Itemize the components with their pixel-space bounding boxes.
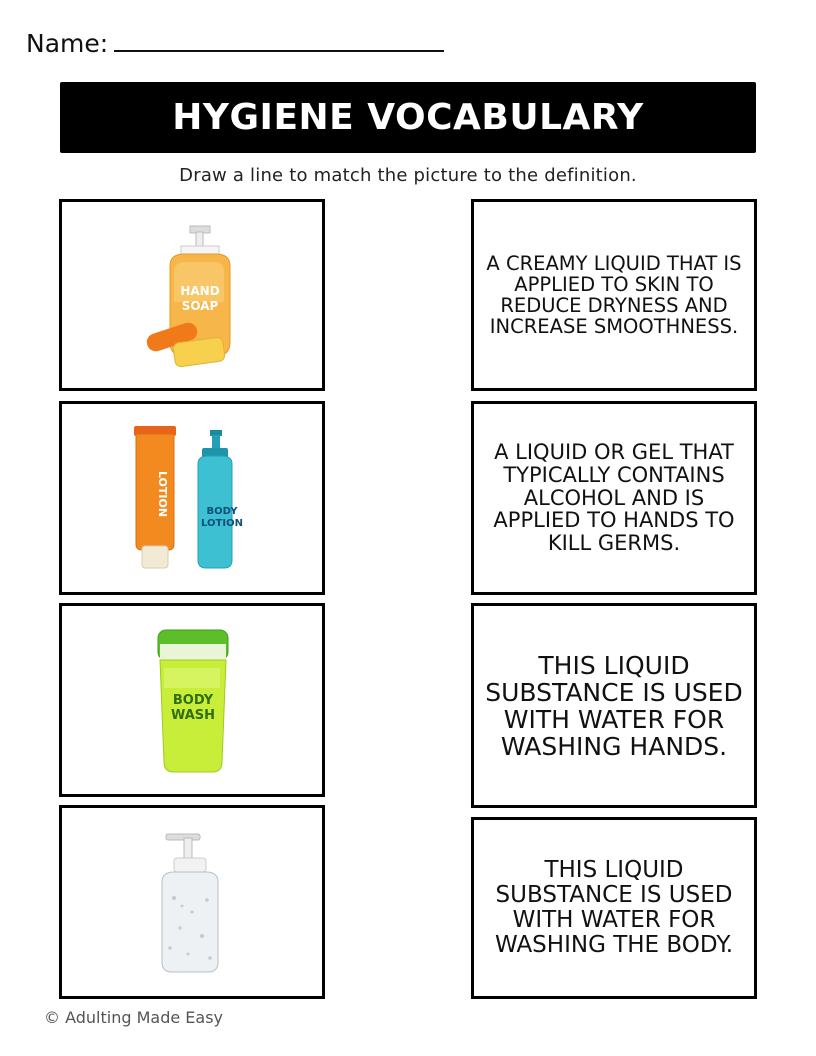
body-wash-label-line2: WASH [170, 708, 216, 723]
definition-text-3: THIS LIQUID SUBSTANCE IS USED WITH WATER FOR WASHING HANDS. [485, 650, 743, 761]
definition-card-2[interactable] [471, 401, 757, 595]
body-lotion-label-line1: BODY [206, 506, 238, 517]
name-blank-line[interactable] [114, 28, 444, 52]
definition-text-1: A CREAMY LIQUID THAT IS APPLIED TO SKIN TO REDUCE DRYNESS AND INCREASE SMOOTHNESS. [486, 251, 742, 339]
definition-card-4[interactable] [471, 817, 757, 999]
hand-soap-label-line1: HAND [180, 284, 220, 298]
name-label: Name: [26, 29, 109, 58]
body-wash-label-line1: BODY [172, 693, 214, 708]
picture-card-body-wash[interactable] [59, 603, 325, 797]
instructions: Draw a line to match the picture to the definition. [179, 165, 637, 186]
picture-card-lotion[interactable] [59, 401, 325, 595]
title-banner [60, 82, 756, 153]
picture-card-hand-sanitizer[interactable] [59, 805, 325, 999]
definition-card-1[interactable] [471, 199, 757, 391]
copyright-footer: © Adulting Made Easy [44, 1008, 224, 1027]
picture-card-hand-soap[interactable] [59, 199, 325, 391]
hand-soap-image [62, 202, 322, 388]
hand-sanitizer-image [62, 808, 322, 996]
definition-text-4: THIS LIQUID SUBSTANCE IS USED WITH WATER FOR WASHING THE BODY. [494, 857, 734, 958]
hand-soap-label-line2: SOAP [181, 299, 219, 313]
name-field-row [26, 28, 444, 58]
lotion-image [62, 404, 322, 592]
definition-text-2: A LIQUID OR GEL THAT TYPICALLY CONTAINS ALCOHOL AND IS APPLIED TO HANDS TO KILL GERMS. [493, 440, 735, 555]
page-title: HYGIENE VOCABULARY [172, 97, 644, 138]
definition-card-3[interactable] [471, 603, 757, 808]
body-lotion-label-line2: LOTION [201, 518, 243, 529]
lotion-tube-label: LOTION [156, 470, 169, 518]
body-wash-image [62, 606, 322, 794]
